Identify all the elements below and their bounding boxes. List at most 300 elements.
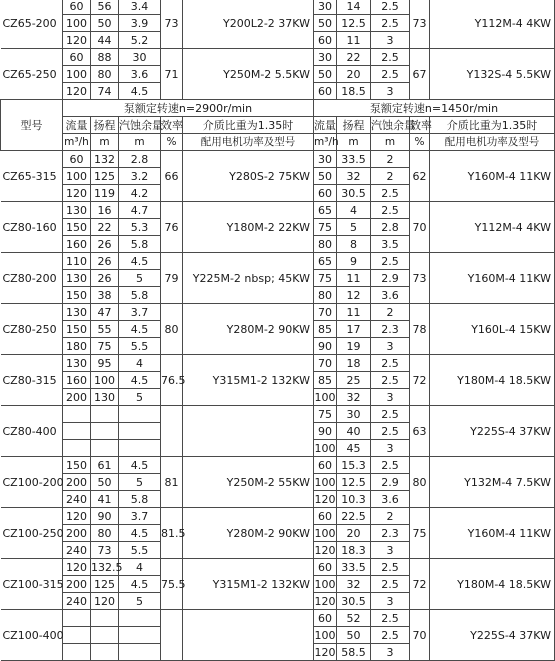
eff-2900-cell: 75.5 — [161, 559, 183, 610]
model-cell: CZ65-250 — [1, 49, 63, 100]
table-row — [1, 559, 555, 576]
eff-1450-cell: 63 — [410, 406, 430, 457]
flow-1450-cell: 100 — [314, 577, 336, 591]
eff-2900-cell: 81.5 — [161, 508, 183, 559]
flow-1450-cell: 100 — [314, 475, 336, 489]
flow-1450-cell: 60 — [314, 508, 337, 525]
motor-header-left-line2: 配用电机功率及型号 — [183, 134, 314, 151]
motor-1450-cell: Y132S-4 5.5KW — [430, 49, 555, 100]
npsh-2900-cell: 5.2 — [119, 32, 161, 49]
head-2900-cell: 132.5 — [91, 560, 123, 574]
eff-2900-cell: 76 — [161, 202, 183, 253]
head-1450-cell: 12 — [337, 287, 371, 304]
npsh-2900-cell — [119, 644, 161, 661]
npsh-1450-cell: 3 — [371, 542, 410, 559]
head-2900-cell — [91, 440, 119, 457]
eff-2900-cell: 73 — [161, 0, 183, 49]
head-2900-cell — [91, 644, 119, 661]
head-1450-cell: 4 — [337, 202, 371, 219]
flow-2900-cell: 150 — [63, 219, 91, 236]
head-1450-cell: 18.5 — [337, 83, 371, 100]
head-1450-cell: 20 — [337, 525, 371, 542]
head-1450-cell: 40 — [337, 423, 371, 440]
flow-2900-cell: 200 — [63, 576, 91, 593]
eff-1450-cell: 73 — [410, 253, 430, 304]
table-row — [1, 49, 555, 66]
flow-2900-cell: 200 — [63, 525, 91, 542]
npsh-2900-cell: 4.2 — [119, 185, 161, 202]
flow-2900-cell: 240 — [63, 593, 91, 610]
flow-1450-cell: 85 — [314, 321, 337, 338]
eff-2900-cell: 66 — [161, 151, 183, 202]
head-2900-cell — [91, 627, 119, 644]
npsh-1450-cell: 2.5 — [371, 355, 410, 372]
flow-1450-cell: 75 — [314, 219, 337, 236]
npsh-2900-cell: 3.9 — [119, 15, 161, 32]
npsh-2900-cell: 4.5 — [119, 457, 161, 474]
flow-1450-cell: 50 — [314, 15, 337, 32]
flow-1450-cell: 75 — [314, 406, 337, 423]
flow-2900-cell — [63, 440, 91, 457]
npsh-2900-cell: 4.5 — [119, 83, 161, 100]
eff-2900-cell: 81 — [161, 457, 183, 508]
npsh-1450-cell: 3 — [371, 440, 410, 457]
flow-2900-cell: 130 — [63, 202, 91, 219]
head-1450-cell: 19 — [337, 338, 371, 355]
head-1450-cell: 30.5 — [337, 185, 371, 202]
npsh-2900-cell: 5.5 — [119, 542, 161, 559]
npsh-1450-cell: 2.9 — [371, 270, 410, 287]
npsh-1450-cell: 2.5 — [371, 610, 410, 627]
speed-2900-header: 泵额定转速n=2900r/min — [63, 100, 314, 117]
head-1450-cell: 14 — [337, 0, 371, 15]
flow-2900-cell: 200 — [63, 474, 91, 491]
head-1450-cell: 33.5 — [337, 559, 371, 576]
npsh-2900-cell: 5 — [119, 389, 161, 406]
flow-1450-cell: 80 — [314, 236, 337, 253]
flow-1450-cell: 30 — [314, 0, 337, 15]
npsh-1450-cell: 2.5 — [371, 185, 410, 202]
head-1450-cell: 22.5 — [337, 508, 371, 525]
npsh-2900-cell: 5.8 — [119, 287, 161, 304]
eff-1450-cell: 73 — [410, 0, 430, 49]
eff-1450-cell: 75 — [410, 508, 430, 559]
flow-1450-cell: 60 — [314, 559, 337, 576]
table-row — [1, 406, 555, 423]
npsh-2900-cell: 30 — [119, 49, 161, 66]
table-row — [1, 304, 555, 321]
head-2900-cell: 38 — [91, 287, 119, 304]
npsh-1450-cell: 2 — [371, 151, 410, 168]
npsh-unit-right: m — [371, 134, 410, 151]
flow-2900-cell: 180 — [63, 338, 91, 355]
npsh-2900-cell: 2.8 — [119, 151, 161, 168]
npsh-1450-cell: 2.8 — [371, 219, 410, 236]
motor-header-left-line1: 介质比重为1.35时 — [183, 117, 314, 134]
flow-1450-cell: 75 — [314, 270, 337, 287]
npsh-2900-cell: 3.7 — [119, 304, 161, 321]
motor-1450-cell: Y160M-4 11KW — [430, 253, 555, 304]
flow-1450-cell: 60 — [314, 83, 337, 100]
flow-1450-cell: 120 — [314, 645, 336, 659]
npsh-2900-cell: 4.7 — [119, 202, 161, 219]
model-cell: CZ100-200 — [1, 457, 63, 508]
head-1450-cell: 30.5 — [337, 593, 371, 610]
model-cell: CZ80-315 — [1, 355, 63, 406]
flow-2900-cell: 240 — [63, 491, 91, 508]
motor-2900-cell — [183, 406, 314, 457]
flow-2900-cell: 120 — [63, 185, 91, 202]
npsh-1450-cell: 2.3 — [371, 321, 410, 338]
motor-1450-cell: Y132M-4 7.5KW — [430, 457, 555, 508]
flow-2900-cell — [63, 610, 91, 627]
npsh-2900-cell — [119, 406, 161, 423]
table-header — [1, 100, 555, 151]
head-2900-cell: 61 — [91, 457, 119, 474]
model-cell: CZ100-250 — [1, 508, 63, 559]
npsh-2900-cell — [119, 610, 161, 627]
eff-unit-right: % — [410, 134, 430, 151]
eff-1450-cell: 70 — [410, 610, 430, 661]
npsh-1450-cell: 2 — [371, 168, 410, 185]
table-row — [1, 457, 555, 474]
flow-2900-cell — [63, 644, 91, 661]
eff-1450-cell: 62 — [410, 151, 430, 202]
model-header: 型号 — [1, 100, 63, 151]
flow-1450-cell: 100 — [314, 628, 336, 642]
npsh-1450-cell: 2.5 — [371, 0, 410, 15]
npsh-2900-cell: 4.5 — [119, 576, 161, 593]
npsh-1450-cell: 2.5 — [371, 49, 410, 66]
npsh-2900-cell: 3.6 — [119, 66, 161, 83]
head-1450-cell: 9 — [337, 253, 371, 270]
npsh-2900-cell: 4.5 — [119, 525, 161, 542]
npsh-1450-cell: 2.9 — [371, 474, 410, 491]
head-1450-cell: 33.5 — [337, 151, 371, 168]
flow-1450-cell: 60 — [314, 185, 337, 202]
npsh-1450-cell: 2.5 — [371, 66, 410, 83]
npsh-1450-cell: 3 — [371, 83, 410, 100]
flow-2900-cell: 240 — [63, 542, 91, 559]
head-1450-cell: 32 — [337, 576, 371, 593]
npsh-2900-cell — [119, 440, 161, 457]
npsh-header-right: 汽蚀余量 — [371, 118, 415, 132]
head-1450-cell: 18.3 — [337, 542, 371, 559]
flow-1450-cell: 80 — [314, 287, 337, 304]
npsh-2900-cell: 4.5 — [119, 372, 161, 389]
head-1450-cell: 5 — [337, 219, 371, 236]
flow-1450-cell: 100 — [314, 526, 336, 540]
flow-1450-cell: 50 — [314, 168, 337, 185]
flow-1450-cell: 120 — [314, 594, 336, 608]
model-cell: CZ100-400 — [1, 610, 63, 661]
motor-1450-cell: Y160M-4 11KW — [430, 151, 555, 202]
eff-1450-cell: 72 — [410, 355, 430, 406]
eff-1450-cell: 70 — [410, 202, 430, 253]
model-cell: CZ80-200 — [1, 253, 63, 304]
head-2900-cell: 44 — [91, 32, 119, 49]
head-2900-cell: 90 — [91, 508, 119, 525]
head-1450-cell: 50 — [337, 627, 371, 644]
motor-1450-cell: Y112M-4 4KW — [430, 0, 555, 49]
flow-2900-cell: 110 — [63, 253, 91, 270]
flow-1450-cell: 60 — [314, 610, 337, 627]
head-1450-cell: 11 — [337, 304, 371, 321]
head-2900-cell: 125 — [91, 168, 119, 185]
npsh-1450-cell: 2.5 — [371, 406, 410, 423]
npsh-2900-cell: 5 — [119, 270, 161, 287]
eff-header-right: 效率 — [410, 118, 432, 132]
motor-1450-cell: Y225S-4 37KW — [430, 406, 555, 457]
flow-2900-cell: 150 — [63, 321, 91, 338]
speed-1450-header: 泵额定转速n=1450r/min — [314, 100, 555, 117]
head-2900-cell: 55 — [91, 321, 119, 338]
flow-1450-cell: 60 — [314, 32, 337, 49]
head-1450-cell: 8 — [337, 236, 371, 253]
npsh-1450-cell: 2 — [371, 508, 410, 525]
motor-2900-cell: Y250M-2 5.5KW — [183, 49, 314, 100]
head-2900-cell: 73 — [91, 542, 119, 559]
flow-2900-cell: 120 — [63, 559, 91, 576]
flow-2900-cell: 160 — [63, 372, 91, 389]
npsh-1450-cell: 2.3 — [371, 525, 410, 542]
head-1450-cell: 52 — [337, 610, 371, 627]
model-cell: CZ65-200 — [1, 0, 63, 49]
head-1450-cell: 32 — [337, 389, 371, 406]
head-1450-cell: 45 — [337, 440, 371, 457]
flow-2900-cell — [63, 627, 91, 644]
head-1450-cell: 30 — [337, 406, 371, 423]
flow-2900-cell: 130 — [63, 355, 91, 372]
table-row — [1, 151, 555, 168]
head-2900-cell — [91, 610, 119, 627]
motor-header-right-line1: 介质比重为1.35时 — [430, 117, 555, 134]
npsh-2900-cell: 3.7 — [119, 508, 161, 525]
flow-1450-cell: 90 — [314, 338, 337, 355]
head-1450-cell: 11 — [337, 32, 371, 49]
flow-header-right: 流量 — [314, 118, 336, 132]
head-unit-right: m — [337, 134, 371, 151]
npsh-header-left: 汽蚀余量 — [119, 118, 163, 132]
model-cell: CZ80-160 — [1, 202, 63, 253]
flow-1450-cell: 120 — [314, 492, 336, 506]
npsh-1450-cell: 2.5 — [371, 627, 410, 644]
flow-1450-cell: 65 — [314, 253, 337, 270]
head-2900-cell — [91, 406, 119, 423]
motor-2900-cell: Y225M-2 nbsp; 45KW — [183, 253, 314, 304]
model-cell: CZ65-315 — [1, 151, 63, 202]
head-header-left: 扬程 — [91, 117, 119, 134]
eff-2900-cell: 76.5 — [161, 355, 183, 406]
flow-2900-cell: 60 — [63, 151, 91, 168]
motor-1450-cell: Y112M-4 4KW — [430, 202, 555, 253]
flow-2900-cell — [63, 406, 91, 423]
head-1450-cell: 22 — [337, 49, 371, 66]
flow-2900-cell: 150 — [63, 287, 91, 304]
head-1450-cell: 11 — [337, 270, 371, 287]
head-2900-cell: 130 — [91, 389, 119, 406]
motor-1450-cell: Y160L-4 15KW — [430, 304, 555, 355]
npsh-1450-cell: 2.5 — [371, 457, 410, 474]
head-1450-cell: 12.5 — [337, 474, 371, 491]
eff-1450-cell: 78 — [410, 304, 430, 355]
motor-1450-cell: Y180M-4 18.5KW — [430, 559, 555, 610]
motor-2900-cell: Y315M1-2 132KW — [183, 355, 314, 406]
table-row — [1, 508, 555, 525]
motor-2900-cell: Y180M-2 22KW — [183, 202, 314, 253]
flow-2900-cell: 120 — [63, 508, 91, 525]
motor-header-right-line2: 配用电机功率及型号 — [430, 134, 555, 151]
flow-1450-cell: 120 — [314, 543, 336, 557]
motor-2900-cell: Y280M-2 90KW — [183, 508, 314, 559]
flow-2900-cell: 100 — [63, 15, 91, 32]
npsh-1450-cell: 3.6 — [371, 491, 410, 508]
npsh-2900-cell: 5.8 — [119, 491, 161, 508]
head-2900-cell: 50 — [91, 474, 119, 491]
npsh-1450-cell: 2.5 — [371, 15, 410, 32]
motor-1450-cell: Y160M-4 11KW — [430, 508, 555, 559]
motor-2900-cell: Y280S-2 75KW — [183, 151, 314, 202]
npsh-2900-cell: 5.8 — [119, 236, 161, 253]
head-2900-cell: 95 — [91, 355, 119, 372]
npsh-1450-cell: 3 — [371, 389, 410, 406]
npsh-2900-cell: 4.5 — [119, 253, 161, 270]
flow-1450-cell: 85 — [314, 372, 337, 389]
flow-1450-cell: 70 — [314, 355, 337, 372]
head-2900-cell: 125 — [91, 576, 119, 593]
head-2900-cell: 88 — [91, 49, 119, 66]
npsh-1450-cell: 2.5 — [371, 372, 410, 389]
flow-2900-cell: 100 — [63, 168, 91, 185]
motor-2900-cell: Y250M-2 55KW — [183, 457, 314, 508]
head-2900-cell: 100 — [91, 372, 119, 389]
head-unit-left: m — [91, 134, 119, 151]
table-row — [1, 202, 555, 219]
flow-1450-cell: 100 — [314, 390, 336, 404]
head-1450-cell: 20 — [337, 66, 371, 83]
eff-unit-left: % — [161, 134, 183, 151]
head-2900-cell: 80 — [91, 66, 119, 83]
motor-2900-cell: Y280M-2 90KW — [183, 304, 314, 355]
motor-1450-cell: Y225S-4 37KW — [430, 610, 555, 661]
flow-2900-cell: 150 — [63, 457, 91, 474]
head-1450-cell: 15.3 — [337, 457, 371, 474]
npsh-1450-cell: 2.5 — [371, 253, 410, 270]
motor-2900-cell: Y200L2-2 37KW — [183, 0, 314, 49]
npsh-1450-cell: 2 — [371, 304, 410, 321]
model-cell: CZ80-250 — [1, 304, 63, 355]
flow-1450-cell: 100 — [314, 441, 336, 455]
head-2900-cell: 74 — [91, 83, 119, 100]
motor-2900-cell — [183, 610, 314, 661]
head-2900-cell: 56 — [91, 0, 119, 15]
flow-2900-cell: 60 — [63, 49, 91, 66]
npsh-1450-cell: 3.6 — [371, 287, 410, 304]
table-row — [1, 355, 555, 372]
head-2900-cell: 120 — [91, 593, 119, 610]
npsh-2900-cell: 3.2 — [119, 168, 161, 185]
npsh-2900-cell: 5 — [119, 474, 161, 491]
npsh-2900-cell — [119, 423, 161, 440]
flow-1450-cell: 65 — [314, 202, 337, 219]
head-2900-cell: 26 — [91, 270, 119, 287]
npsh-2900-cell: 5 — [119, 593, 161, 610]
head-2900-cell: 26 — [91, 236, 119, 253]
flow-1450-cell: 30 — [314, 49, 337, 66]
flow-2900-cell: 160 — [63, 236, 91, 253]
flow-2900-cell: 60 — [63, 0, 91, 15]
eff-1450-cell: 67 — [410, 49, 430, 100]
flow-2900-cell: 100 — [63, 66, 91, 83]
npsh-1450-cell: 3 — [371, 32, 410, 49]
npsh-1450-cell: 2.5 — [371, 576, 410, 593]
npsh-2900-cell — [119, 627, 161, 644]
eff-2900-cell — [161, 610, 183, 661]
head-1450-cell: 32 — [337, 168, 371, 185]
flow-2900-cell: 130 — [63, 270, 91, 287]
head-1450-cell: 17 — [337, 321, 371, 338]
eff-2900-cell: 80 — [161, 304, 183, 355]
head-2900-cell: 75 — [91, 338, 119, 355]
npsh-2900-cell: 4 — [119, 559, 161, 576]
npsh-1450-cell: 2.5 — [371, 423, 410, 440]
eff-header-left: 效率 — [161, 118, 183, 132]
flow-2900-cell: 120 — [63, 83, 91, 100]
head-1450-cell: 58.5 — [337, 644, 371, 661]
npsh-unit-left: m — [119, 134, 161, 151]
head-2900-cell — [91, 423, 119, 440]
flow-1450-cell: 60 — [314, 457, 337, 474]
head-header-right: 扬程 — [337, 117, 371, 134]
flow-header-left: 流量 — [63, 117, 91, 134]
head-1450-cell: 25 — [337, 372, 371, 389]
npsh-2900-cell: 4.5 — [119, 321, 161, 338]
head-2900-cell: 132 — [91, 151, 119, 168]
head-1450-cell: 12.5 — [337, 15, 371, 32]
flow-2900-cell: 120 — [63, 32, 91, 49]
head-2900-cell: 16 — [91, 202, 119, 219]
table-row — [1, 610, 555, 627]
flow-2900-cell: 130 — [63, 304, 91, 321]
npsh-2900-cell: 5.3 — [119, 219, 161, 236]
eff-2900-cell — [161, 406, 183, 457]
motor-2900-cell: Y315M1-2 132KW — [183, 559, 314, 610]
eff-2900-cell: 71 — [161, 49, 183, 100]
eff-1450-cell: 80 — [410, 457, 430, 508]
npsh-1450-cell: 3 — [371, 593, 410, 610]
head-2900-cell: 80 — [91, 525, 119, 542]
table-row — [1, 0, 555, 15]
npsh-1450-cell: 3 — [371, 338, 410, 355]
head-1450-cell: 18 — [337, 355, 371, 372]
flow-2900-cell: 200 — [63, 389, 91, 406]
npsh-2900-cell: 3.4 — [119, 0, 161, 15]
npsh-1450-cell: 3.5 — [371, 236, 410, 253]
npsh-2900-cell: 4 — [119, 355, 161, 372]
eff-2900-cell: 79 — [161, 253, 183, 304]
npsh-2900-cell: 5.5 — [119, 338, 161, 355]
head-2900-cell: 119 — [91, 185, 119, 202]
model-cell: CZ100-315 — [1, 559, 63, 610]
head-2900-cell: 50 — [91, 15, 119, 32]
npsh-1450-cell: 2.5 — [371, 559, 410, 576]
flow-unit-left: m³/h — [63, 134, 91, 151]
eff-1450-cell: 72 — [410, 559, 430, 610]
flow-1450-cell: 50 — [314, 66, 337, 83]
head-2900-cell: 26 — [91, 253, 119, 270]
head-2900-cell: 22 — [91, 219, 119, 236]
flow-unit-right: m³/h — [314, 134, 337, 151]
